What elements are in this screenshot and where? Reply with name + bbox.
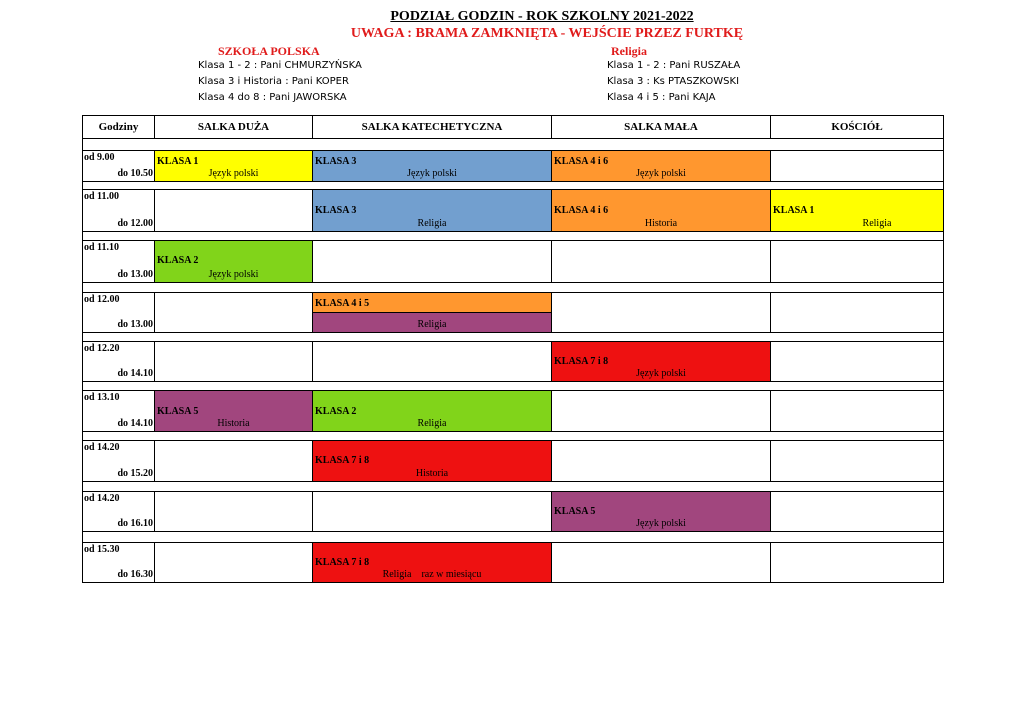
time-cell [82, 491, 155, 532]
time-from: od 12.00 [84, 294, 120, 305]
empty-cell [154, 542, 313, 583]
lesson-cell [551, 150, 771, 182]
lesson-cell [312, 292, 552, 313]
empty-cell [770, 491, 944, 532]
empty-cell [770, 440, 944, 482]
lesson-subject: Historia [415, 468, 449, 479]
time-cell [82, 542, 155, 583]
empty-cell [551, 390, 771, 432]
lesson-cell [154, 390, 313, 432]
time-to: do 14.10 [117, 368, 153, 379]
time-from: od 12.20 [84, 343, 120, 354]
school-staff-line: Klasa 1 - 2 : Pani CHMURZYŃSKA [198, 60, 362, 71]
time-to: do 13.00 [117, 319, 153, 330]
lesson-class: KLASA 3 [315, 205, 357, 216]
empty-cell [312, 240, 552, 283]
time-from: od 11.00 [84, 191, 120, 202]
lesson-cell [551, 491, 771, 532]
empty-cell [551, 542, 771, 583]
lesson-class: KLASA 4 i 6 [554, 205, 609, 216]
school-staff-line: Klasa 3 i Historia : Pani KOPER [198, 76, 349, 87]
time-from: od 9.00 [84, 152, 115, 163]
empty-cell [770, 542, 944, 583]
lesson-class: KLASA 4 i 5 [315, 298, 370, 309]
empty-cell [154, 189, 313, 232]
religion-section-title: Religia [611, 44, 647, 58]
lesson-subject: Język polski [636, 168, 686, 179]
empty-cell [154, 491, 313, 532]
empty-cell [770, 240, 944, 283]
time-to: do 12.00 [117, 218, 153, 229]
lesson-class: KLASA 3 [315, 156, 357, 167]
time-to: do 15.20 [117, 468, 153, 479]
school-section-title: SZKOŁA POLSKA [218, 44, 320, 58]
time-to: do 16.10 [117, 518, 153, 529]
empty-cell [312, 491, 552, 532]
time-cell [82, 440, 155, 482]
lesson-subject: Religia raz w miesiącu [382, 569, 482, 580]
header-salka-katechetyczna: SALKA KATECHETYCZNA [312, 115, 552, 139]
time-to: do 10.50 [117, 168, 153, 179]
page-title: PODZIAŁ GODZIN - ROK SZKOLNY 2021-2022 [390, 9, 694, 24]
empty-cell [770, 390, 944, 432]
lesson-class: KLASA 7 i 8 [315, 557, 370, 568]
lesson-cell [312, 440, 552, 482]
empty-cell [551, 240, 771, 283]
time-to: do 14.10 [117, 418, 153, 429]
time-from: od 11.10 [84, 242, 120, 253]
religion-staff-line: Klasa 1 - 2 : Pani RUSZAŁA [607, 60, 741, 71]
lesson-class: KLASA 1 [773, 205, 815, 216]
header-kosciol: KOŚCIÓŁ [770, 115, 944, 139]
time-from: od 14.20 [84, 442, 120, 453]
lesson-cell [312, 189, 552, 232]
time-from: od 13.10 [84, 392, 120, 403]
lesson-class: KLASA 5 [157, 406, 199, 417]
empty-cell [770, 292, 944, 333]
empty-cell [770, 150, 944, 182]
lesson-cell [551, 189, 771, 232]
empty-cell [312, 341, 552, 382]
time-cell [82, 189, 155, 232]
empty-cell [551, 292, 771, 333]
time-cell [82, 390, 155, 432]
header-salka-mala: SALKA MAŁA [551, 115, 771, 139]
lesson-class: KLASA 5 [554, 506, 596, 517]
header-hours: Godziny [82, 115, 155, 139]
empty-cell [551, 440, 771, 482]
empty-cell [154, 292, 313, 333]
lesson-subject: Historia [644, 218, 678, 229]
header-salka-duza: SALKA DUŻA [154, 115, 313, 139]
lesson-subject: Język polski [208, 168, 259, 179]
lesson-subject: Język polski [208, 269, 259, 280]
lesson-cell [312, 150, 552, 182]
schedule-table [82, 115, 944, 583]
lesson-subject: Religia [417, 218, 447, 229]
lesson-subject: Język polski [636, 368, 686, 379]
warning-notice: UWAGA : BRAMA ZAMKNIĘTA - WEJŚCIE PRZEZ FURTKĘ [350, 26, 744, 41]
lesson-subject: Język polski [407, 168, 457, 179]
empty-cell [154, 440, 313, 482]
time-to: do 16.30 [117, 569, 153, 580]
lesson-class: KLASA 2 [157, 255, 199, 266]
time-cell [82, 292, 155, 333]
lesson-cell-subject [312, 312, 552, 333]
lesson-class: KLASA 7 i 8 [554, 356, 609, 367]
religion-staff-line: Klasa 3 : Ks PTASZKOWSKI [607, 76, 740, 87]
lesson-cell [551, 341, 771, 382]
lesson-class: KLASA 7 i 8 [315, 455, 370, 466]
lesson-cell [770, 189, 944, 232]
lesson-subject: Religia [862, 218, 892, 229]
school-staff-list [198, 58, 362, 106]
lesson-class: KLASA 2 [315, 406, 357, 417]
time-cell [82, 341, 155, 382]
lesson-cell [312, 390, 552, 432]
time-to: do 13.00 [117, 269, 153, 280]
lesson-cell [154, 150, 313, 182]
empty-cell [154, 341, 313, 382]
lesson-class: KLASA 1 [157, 156, 199, 167]
lesson-subject: Religia [417, 418, 447, 429]
time-cell [82, 240, 155, 283]
religion-staff-line: Klasa 4 i 5 : Pani KAJA [607, 92, 716, 103]
lesson-class: KLASA 4 i 6 [554, 156, 609, 167]
time-from: od 14.20 [84, 493, 120, 504]
lesson-subject: Język polski [636, 518, 686, 529]
empty-cell [770, 341, 944, 382]
lesson-subject: Religia [417, 319, 447, 330]
time-from: od 15.30 [84, 544, 120, 555]
lesson-cell [312, 542, 552, 583]
school-staff-line: Klasa 4 do 8 : Pani JAWORSKA [198, 92, 347, 103]
lesson-cell [154, 240, 313, 283]
religion-staff-list [607, 58, 740, 106]
lesson-subject: Historia [217, 418, 250, 429]
time-cell [82, 150, 155, 182]
